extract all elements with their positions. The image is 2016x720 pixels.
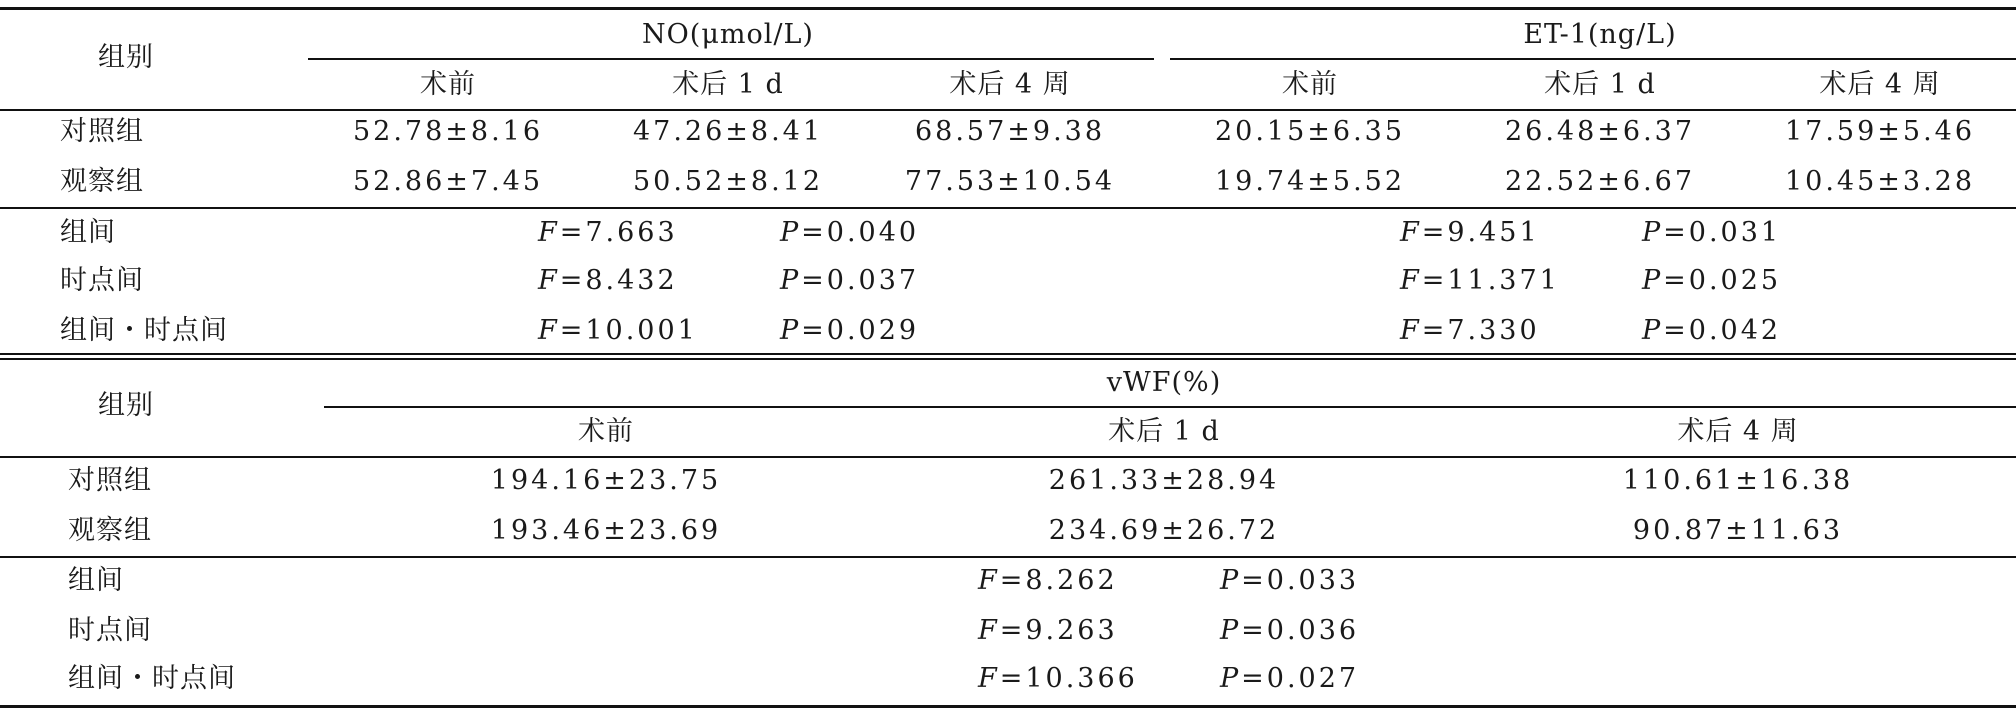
table1-stat-label: 组间・时点间 [60, 315, 228, 346]
table1-row-label: 观察组 [60, 166, 144, 197]
table1-header-bottom-rule [0, 109, 2016, 111]
table2-cell: 261.33±28.94 [1048, 465, 1280, 496]
table2-stat-label: 组间・时点间 [68, 663, 236, 694]
table1-cell: 52.86±7.45 [352, 166, 544, 197]
table2-header-bottom-rule [0, 456, 2016, 458]
table1-stat-label: 组间 [60, 217, 116, 248]
table1-cell: 77.53±10.54 [904, 166, 1116, 197]
table1-cell: 52.78±8.16 [352, 116, 544, 147]
table1-cell: 17.59±5.46 [1784, 116, 1976, 147]
vwf-header-rule [324, 406, 2016, 408]
table1-group-header: 组别 [98, 42, 154, 73]
table1-cell: 68.57±9.38 [914, 116, 1106, 147]
et1-header-rule [1170, 58, 2016, 60]
no-tp-day1: 术后 1 d [672, 69, 784, 100]
et1-tp-preop: 术前 [1282, 69, 1338, 100]
table1-stat-f: F=8.432 [538, 265, 678, 296]
table-separator-rule-bottom [0, 358, 2016, 360]
table1-row-label: 对照组 [60, 116, 144, 147]
table1-cell: 50.52±8.12 [632, 166, 824, 197]
table1-cell: 47.26±8.41 [632, 116, 824, 147]
table1-stat-p: P=0.029 [780, 315, 920, 346]
table1-cell: 10.45±3.28 [1784, 166, 1976, 197]
table2-stat-f: F=10.366 [978, 663, 1138, 694]
table2-bottom-rule [0, 705, 2016, 708]
table1-stat-f: F=7.330 [1400, 315, 1540, 346]
table1-stat-f: F=9.451 [1400, 217, 1540, 248]
table1-stat-f: F=7.663 [538, 217, 678, 248]
table2-stat-f: F=9.263 [978, 615, 1118, 646]
table2-cell: 90.87±11.63 [1632, 515, 1844, 546]
vwf-tp-day1: 术后 1 d [1108, 416, 1220, 447]
table1-body-rule [0, 207, 2016, 209]
table-separator-rule-top [0, 353, 2016, 355]
table2-cell: 234.69±26.72 [1048, 515, 1280, 546]
table2-stat-p: P=0.033 [1220, 565, 1360, 596]
table1-stat-p: P=0.040 [780, 217, 920, 248]
table1-stat-f: F=10.001 [538, 315, 698, 346]
no-header-rule [308, 58, 1154, 60]
table2-body-rule [0, 556, 2016, 558]
table2-cell: 193.46±23.69 [490, 515, 722, 546]
table2-stat-label: 组间 [68, 565, 124, 596]
table1-top-rule [0, 7, 2016, 10]
table1-stat-p: P=0.031 [1642, 217, 1782, 248]
table1-cell: 19.74±5.52 [1214, 166, 1406, 197]
table2-stat-label: 时点间 [68, 615, 152, 646]
table2-cell: 194.16±23.75 [490, 465, 722, 496]
et1-tp-week4: 术后 4 周 [1819, 69, 1941, 100]
table1-cell: 26.48±6.37 [1504, 116, 1696, 147]
et1-tp-day1: 术后 1 d [1544, 69, 1656, 100]
no-tp-preop: 术前 [420, 69, 476, 100]
vwf-header: vWF(%) [1106, 367, 1222, 398]
no-tp-week4: 术后 4 周 [949, 69, 1071, 100]
vwf-tp-preop: 术前 [578, 416, 634, 447]
no-header: NO(μmol/L) [642, 19, 814, 50]
table2-row-label: 对照组 [68, 465, 152, 496]
table2-group-header: 组别 [98, 390, 154, 421]
table2-stat-p: P=0.027 [1220, 663, 1360, 694]
table1-stat-p: P=0.037 [780, 265, 920, 296]
table2-cell: 110.61±16.38 [1622, 465, 1854, 496]
et1-header: ET-1(ng/L) [1523, 19, 1677, 50]
vwf-tp-week4: 术后 4 周 [1677, 416, 1799, 447]
table2-row-label: 观察组 [68, 515, 152, 546]
table1-stat-p: P=0.042 [1642, 315, 1782, 346]
table1-cell: 20.15±6.35 [1214, 116, 1406, 147]
table1-stat-label: 时点间 [60, 265, 144, 296]
table2-stat-p: P=0.036 [1220, 615, 1360, 646]
table1-stat-p: P=0.025 [1642, 265, 1782, 296]
table1-cell: 22.52±6.67 [1504, 166, 1696, 197]
table2-stat-f: F=8.262 [978, 565, 1118, 596]
table1-stat-f: F=11.371 [1400, 265, 1560, 296]
